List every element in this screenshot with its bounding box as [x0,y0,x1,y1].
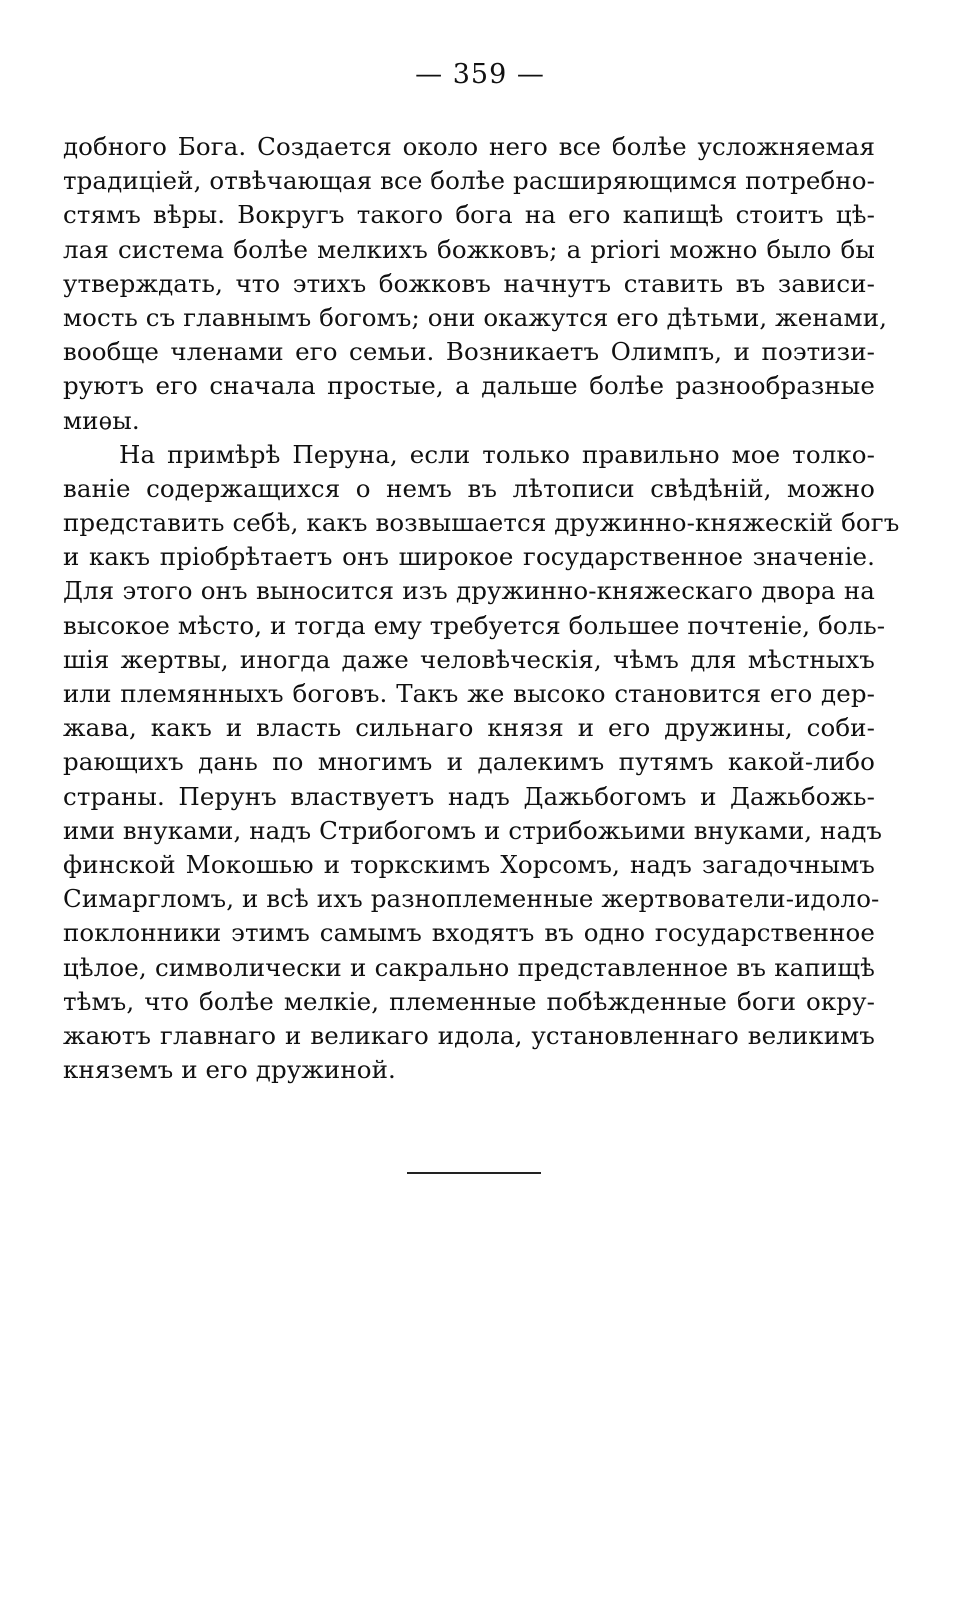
section-end-rule [407,1172,541,1174]
text-line: жаютъ главнаго и великаго идола, установленнаго великимъ [63,1020,875,1050]
paragraph-2 [63,438,900,1088]
text-line: руютъ его сначала простые, а дальше болѣе разнообразные [63,371,875,401]
text-line: стямъ вѣры. Вокругъ такого бога на его капищѣ стоитъ цѣ- [63,200,875,230]
text-line: На примѣрѣ Перуна, если только правильно мое толко- [119,439,875,469]
text-line: высокое мѣсто, и тогда ему требуется большее почтеніе, боль- [63,610,886,640]
paragraph-1 [63,130,888,438]
body-text [63,130,900,1087]
text-line: Симаргломъ, и всѣ ихъ разноплеменные жертвователи-идоло- [63,884,880,914]
text-line: представить себѣ, какъ возвышается дружинно-княжескій богъ [63,508,900,538]
text-line: или племянныхъ боговъ. Такъ же высоко становится его дер- [63,679,875,708]
page-number: — 359 — [415,59,545,90]
text-line: Для этого онъ выносится изъ дружинно-княжескаго двора на [63,576,875,606]
text-line: миѳы. [63,405,140,435]
text-line: ваніе содержащихся о немъ въ лѣтописи свѣдѣній, можно [63,473,875,503]
text-line: традиціей, отвѣчающая все болѣе расширяющимся потребно- [63,166,875,196]
text-line: цѣлое, символически и сакрально представленное въ капищѣ [63,952,875,982]
text-line: страны. Перунъ властвуетъ надъ Дажьбогомъ и Дажьбожь- [63,781,875,811]
text-line: утверждать, что этихъ божковъ начнутъ ставить въ зависи- [63,268,875,298]
text-line: мость съ главнымъ богомъ; они окажутся его дѣтьми, женами, [63,302,888,332]
text-line: ими внуками, надъ Стрибогомъ и стрибожьими внуками, надъ [63,815,883,845]
text-line: добного Бога. Создается около него все болѣе усложняемая [63,132,875,161]
text-line: финской Мокошью и торкскимъ Хорсомъ, надъ загадочнымъ [63,849,875,879]
text-line: вообще членами его семьи. Возникаетъ Олимпъ, и поэтизи- [63,337,875,367]
text-line: княземъ и его дружиной. [63,1055,396,1085]
text-line: рающихъ дань по многимъ и далекимъ путямъ какой-либо [63,747,875,777]
text-line: шія жертвы, иногда даже человѣческія, чѣмъ для мѣстныхъ [63,644,875,674]
text-line: жава, какъ и власть сильнаго князя и его дружины, соби- [63,713,875,743]
text-line: тѣмъ, что болѣе мелкіе, племенные побѣжденные боги окру- [63,986,875,1016]
text-line: поклонники этимъ самымъ входятъ въ одно государственное [63,918,875,948]
text-line: лая система болѣе мелкихъ божковъ; а priori можно было бы [63,234,875,264]
text-line: и какъ пріобрѣтаетъ онъ широкое государственное значеніе. [63,542,875,572]
